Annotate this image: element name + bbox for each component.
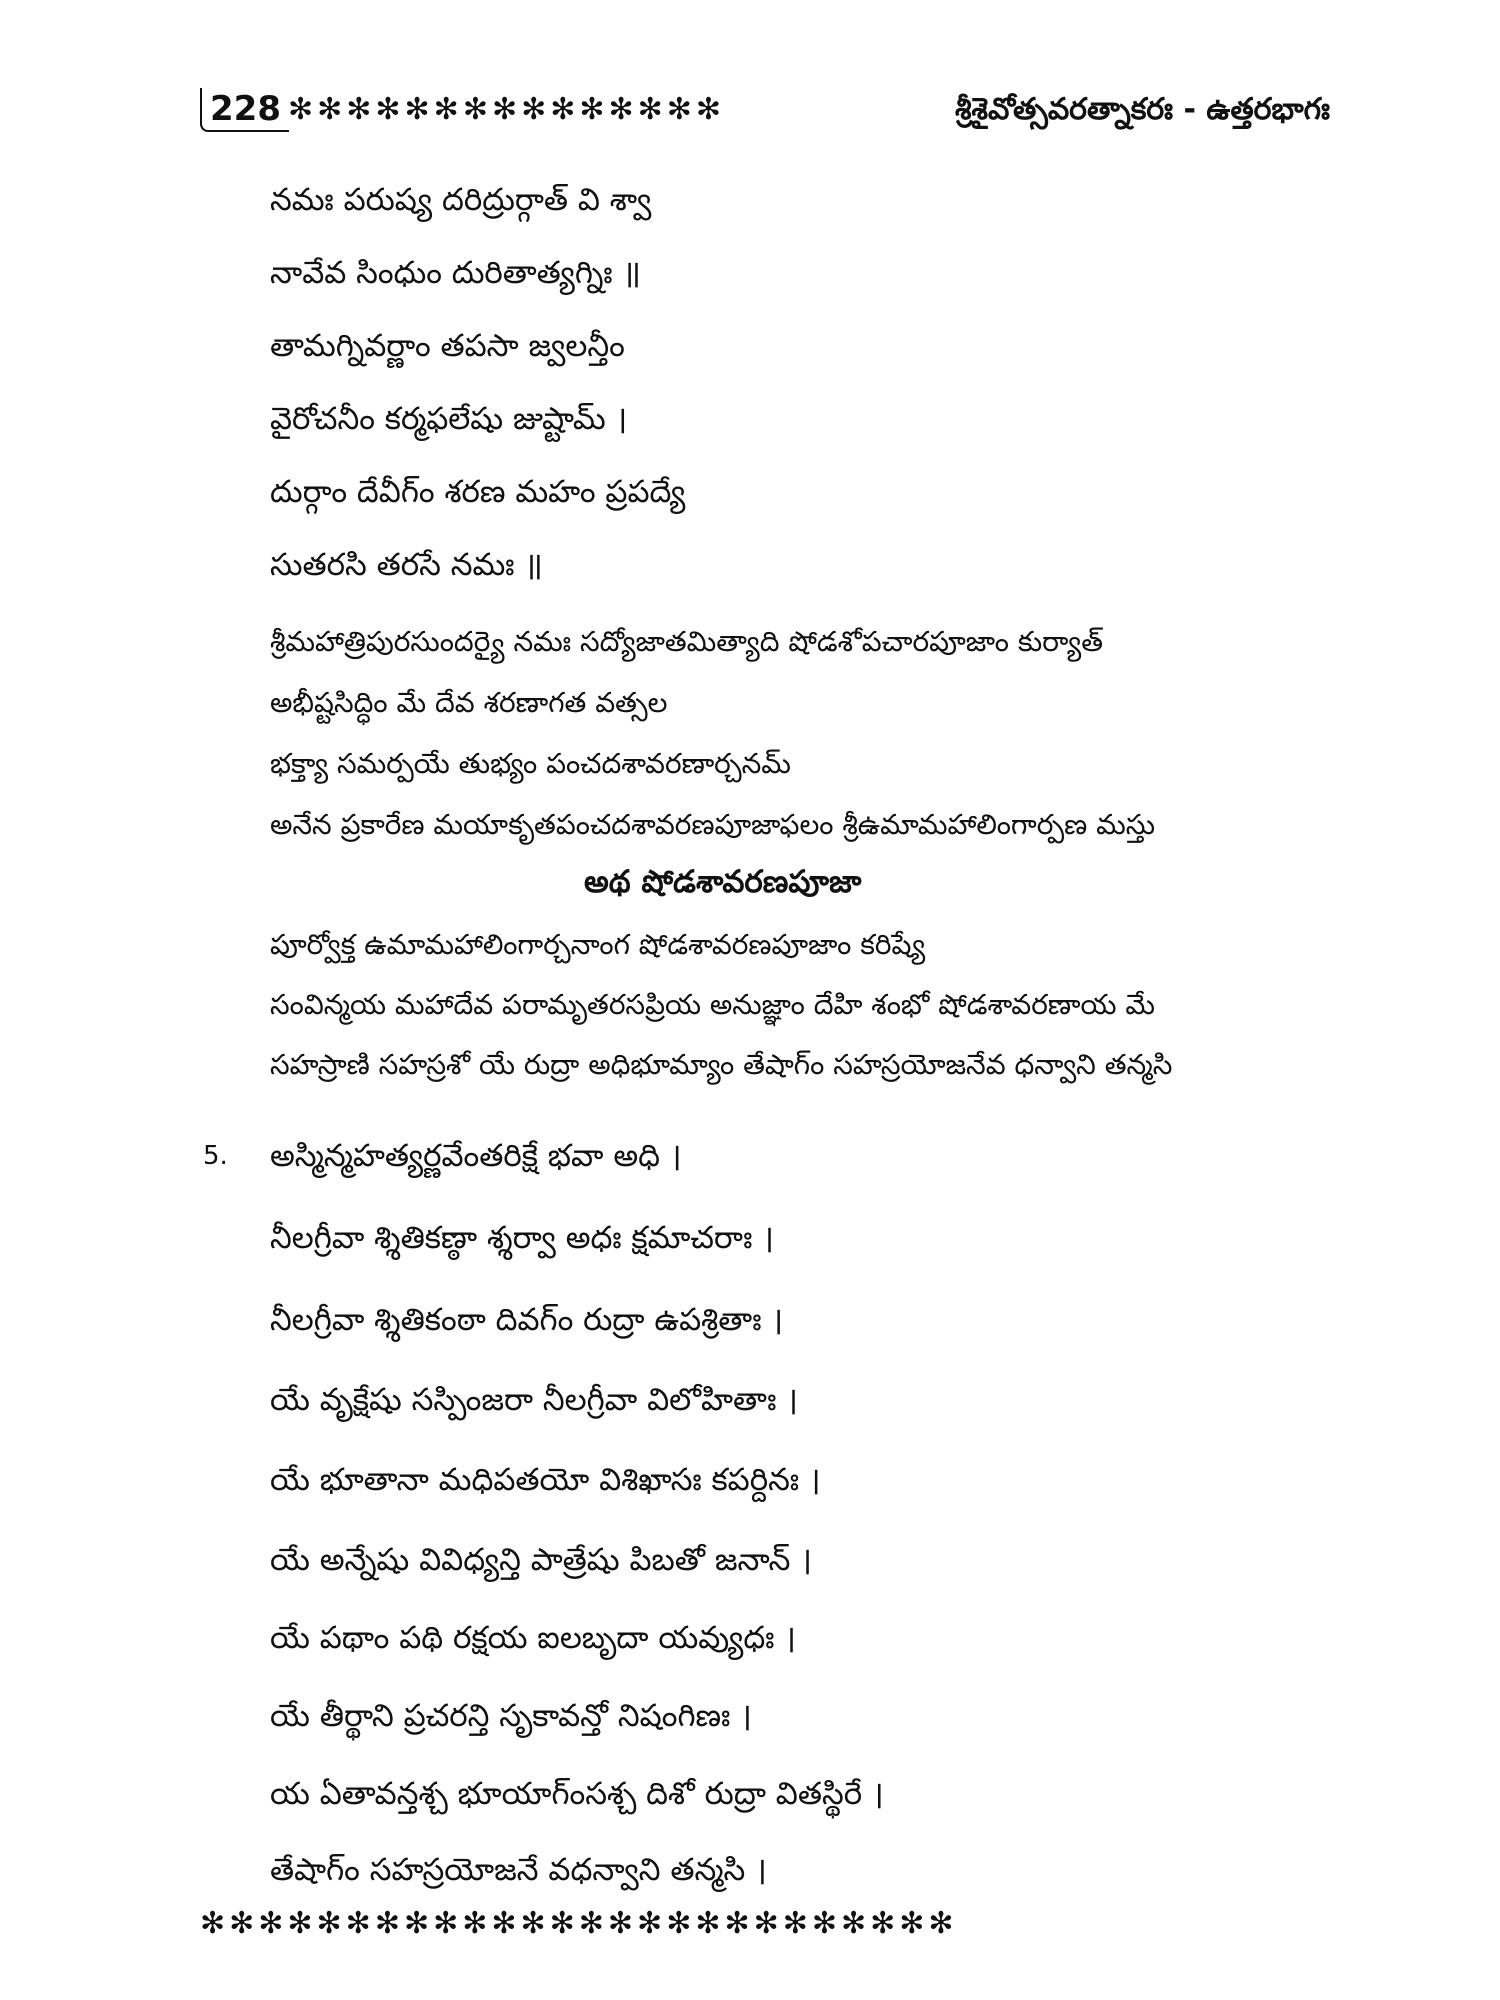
page-header [200, 88, 1330, 138]
verse-line: తేషాగ్ం సహస్రయోజనే వధన్వాని తన్మసి । [270, 1852, 767, 1888]
prose-line: సంవిన్మయ మహాదేవ పరామృతరసప్రియ అనుజ్ఞాం దేహి శంభో షోడశావరణాయ మే [270, 988, 1155, 1021]
verse-line: నీలగ్రీవా శ్శితికంఠా దివగ్ం రుద్రా ఉపశ్రితాః । [270, 1302, 784, 1338]
prose-line: అభీష్టసిద్ధిం మే దేవ శరణాగత వత్సల [270, 686, 668, 719]
verse-line: వైరోచనీం కర్మఫలేషు జుష్టామ్ । [270, 401, 628, 437]
verse-line: తామగ్నివర్ణాం తపసా జ్వలన్తీం [270, 328, 625, 364]
verse-number: 5. [203, 1141, 228, 1171]
page-number: 228 [200, 88, 289, 132]
verse-line: య ఏతావన్తశ్చ భూయాగ్ంసశ్చ దిశో రుద్రా వితస్థిరే । [270, 1776, 884, 1812]
prose-line: సహస్రాణి సహస్రశో యే రుద్రా అధిభూమ్యాం తేషాగ్ం సహస్రయోజనేవ ధన్వాని తన్మసి [270, 1048, 1173, 1081]
prose-line: పూర్వోక్త ఉమామహాలింగార్చనాంగ షోడశావరణపూజాం కరిష్యే [270, 928, 926, 961]
verse-line: యే వృక్షేషు సస్పింజరా నీలగ్రీవా విలోహితాః । [270, 1382, 799, 1418]
prose-line: శ్రీమహాత్రిపురసుందర్యై నమః సద్యోజాతమిత్యాది షోడశోపచారపూజాం కుర్యాత్ [270, 625, 1103, 658]
verse-line: దుర్గాం దేవీగ్ం శరణ మహం ప్రపద్యే [270, 474, 686, 510]
prose-line: భక్త్యా సమర్పయే తుభ్యం పంచదశావరణార్చనమ్ [270, 747, 791, 780]
verse-line: యే పథాం పథి రక్షయ ఐలబృదా యవ్యుధః । [270, 1620, 797, 1656]
prose-line: అనేన ప్రకారేణ మయాకృతపంచదశావరణపూజాఫలం శ్రీఉమామహాలింగార్పణ మస్తు [270, 808, 1156, 841]
verse-line: నావేవ సింధుం దురితాత్యగ్నిః ॥ [270, 255, 641, 291]
verse-line: నమః పరుష్య దరిద్రుర్గాత్ వి శ్వా [270, 182, 652, 218]
section-heading: అథ షోడశావరణపూజా [584, 864, 862, 900]
footer-ornament: ✻✻✻✻✻✻✻✻✻✻✻✻✻✻✻✻✻✻✻✻✻✻✻✻✻✻ [200, 1906, 958, 1941]
header-ornament: ✻✻✻✻✻✻✻✻✻✻✻✻✻✻✻ [288, 92, 726, 127]
verse-line: యే భూతానా మధిపతయో విశిఖాసః కపర్దినః । [270, 1462, 821, 1498]
verse-line: నీలగ్రీవా శ్శితికణ్ఠా శ్శర్వా అధః క్షమాచరాః । [270, 1220, 775, 1256]
verse-line: అస్మిన్మహత్యర్ణవేంతరిక్షే భవా అధి । [270, 1138, 682, 1174]
verse-line: సుతరసి తరసే నమః ॥ [270, 547, 543, 583]
running-title: శ్రీశైవోత్సవరత్నాకరః - ఉత్తరభాగః [955, 92, 1330, 127]
verse-line: యే తీర్థాని ప్రచరన్తి సృకావన్తో నిషంగిణః । [270, 1698, 752, 1734]
verse-line: యే అన్నేషు వివిధ్యన్తి పాత్రేషు పిబతో జనాన్ । [270, 1542, 812, 1578]
